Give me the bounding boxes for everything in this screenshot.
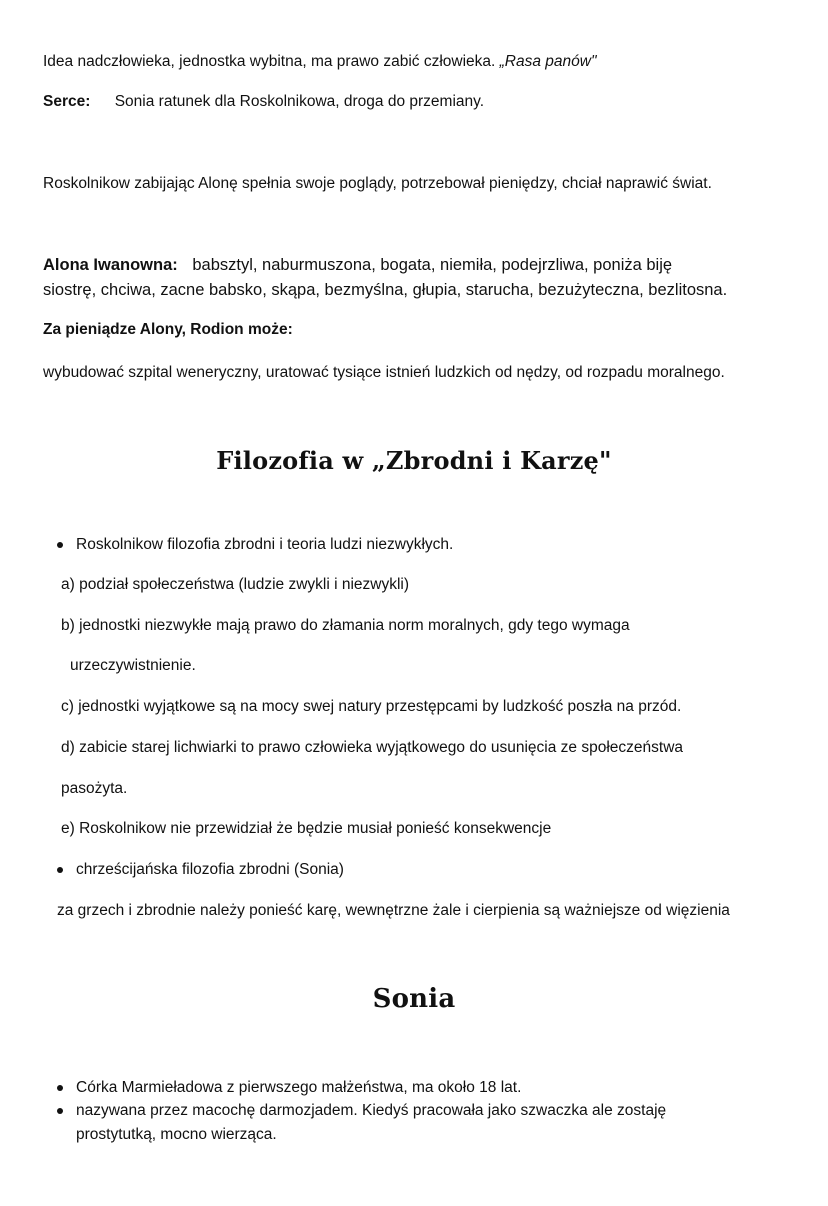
heading-filozofia: Filozofia w „Zbrodni i Karzę" [216, 446, 612, 475]
serce-line [43, 93, 484, 111]
bullet-icon [57, 1108, 63, 1114]
nadczlowiek-text: Idea nadczłowieka, jednostka wybitna, ma prawo zabić człowieka. [43, 53, 500, 70]
filozofia-item-d-2: pasożyta. [61, 780, 128, 797]
filozofia-item-d-1: d) zabicie starej lichwiarki to prawo człowieka wyjątkowego do usunięcia ze społeczeństwa [61, 739, 684, 756]
alona-line-1 [43, 256, 672, 275]
sonia-bullet-2-line-2: prostytutką, mocno wierząca. [76, 1126, 277, 1143]
bullet-icon [57, 542, 63, 548]
sonia-bullet-2-line-1: nazywana przez macochę darmozjadem. Kiedyś pracowała jako szwaczka ale zostaję [76, 1102, 667, 1119]
rasa-panow-quote: „Rasa panów" [499, 53, 597, 70]
filozofia-item-e: e) Roskolnikow nie przewidział że będzie musiał ponieść konsekwencje [61, 820, 552, 837]
bullet-icon [57, 1085, 63, 1091]
filozofia-item-b-1: b) jednostki niezwykłe mają prawo do złamania norm moralnych, gdy tego wymaga [61, 617, 630, 634]
bullet-icon [57, 867, 63, 873]
alona-label: Alona Iwanowna: [43, 256, 178, 274]
filozofia-item-b-2: urzeczywistnienie. [70, 657, 196, 674]
filozofia-item-c: c) jednostki wyjątkowe są na mocy swej natury przestępcami by ludzkość poszła na przód. [61, 698, 682, 715]
filozofia-bullet-1: Roskolnikow filozofia zbrodni i teoria ludzi niezwykłych. [76, 536, 454, 553]
heading-sonia: Sonia [372, 984, 456, 1014]
money-heading: Za pieniądze Alony, Rodion może: [43, 321, 293, 338]
filozofia-summary: za grzech i zbrodnie należy ponieść karę, wewnętrzne żale i cierpienia są ważniejsze od więzienia [57, 902, 730, 919]
sonia-bullet-1: Córka Marmieładowa z pierwszego małżeństwa, ma około 18 lat. [76, 1079, 522, 1096]
serce-label: Serce: [43, 93, 91, 110]
nadczlowiek-line [43, 53, 596, 71]
alona-line-2: siostrę, chciwa, zacne babsko, skąpa, bezmyślna, głupia, starucha, bezużyteczna, bezlitosna. [43, 281, 728, 299]
filozofia-item-a: a) podział społeczeństwa (ludzie zwykli i niezwykli) [61, 576, 410, 593]
roskolnikow-line: Roskolnikow zabijając Alonę spełnia swoje poglądy, potrzebował pieniędzy, chciał naprawić świat. [43, 175, 712, 192]
filozofia-bullet-2: chrześcijańska filozofia zbrodni (Sonia) [76, 861, 344, 878]
money-text: wybudować szpital weneryczny, uratować tysiące istnień ludzkich od nędzy, od rozpadu moralnego. [43, 364, 725, 381]
serce-text: Sonia ratunek dla Roskolnikowa, droga do przemiany. [114, 93, 485, 110]
alona-traits-1: babsztyl, naburmuszona, bogata, niemiła, podejrzliwa, poniża biję [192, 256, 673, 274]
